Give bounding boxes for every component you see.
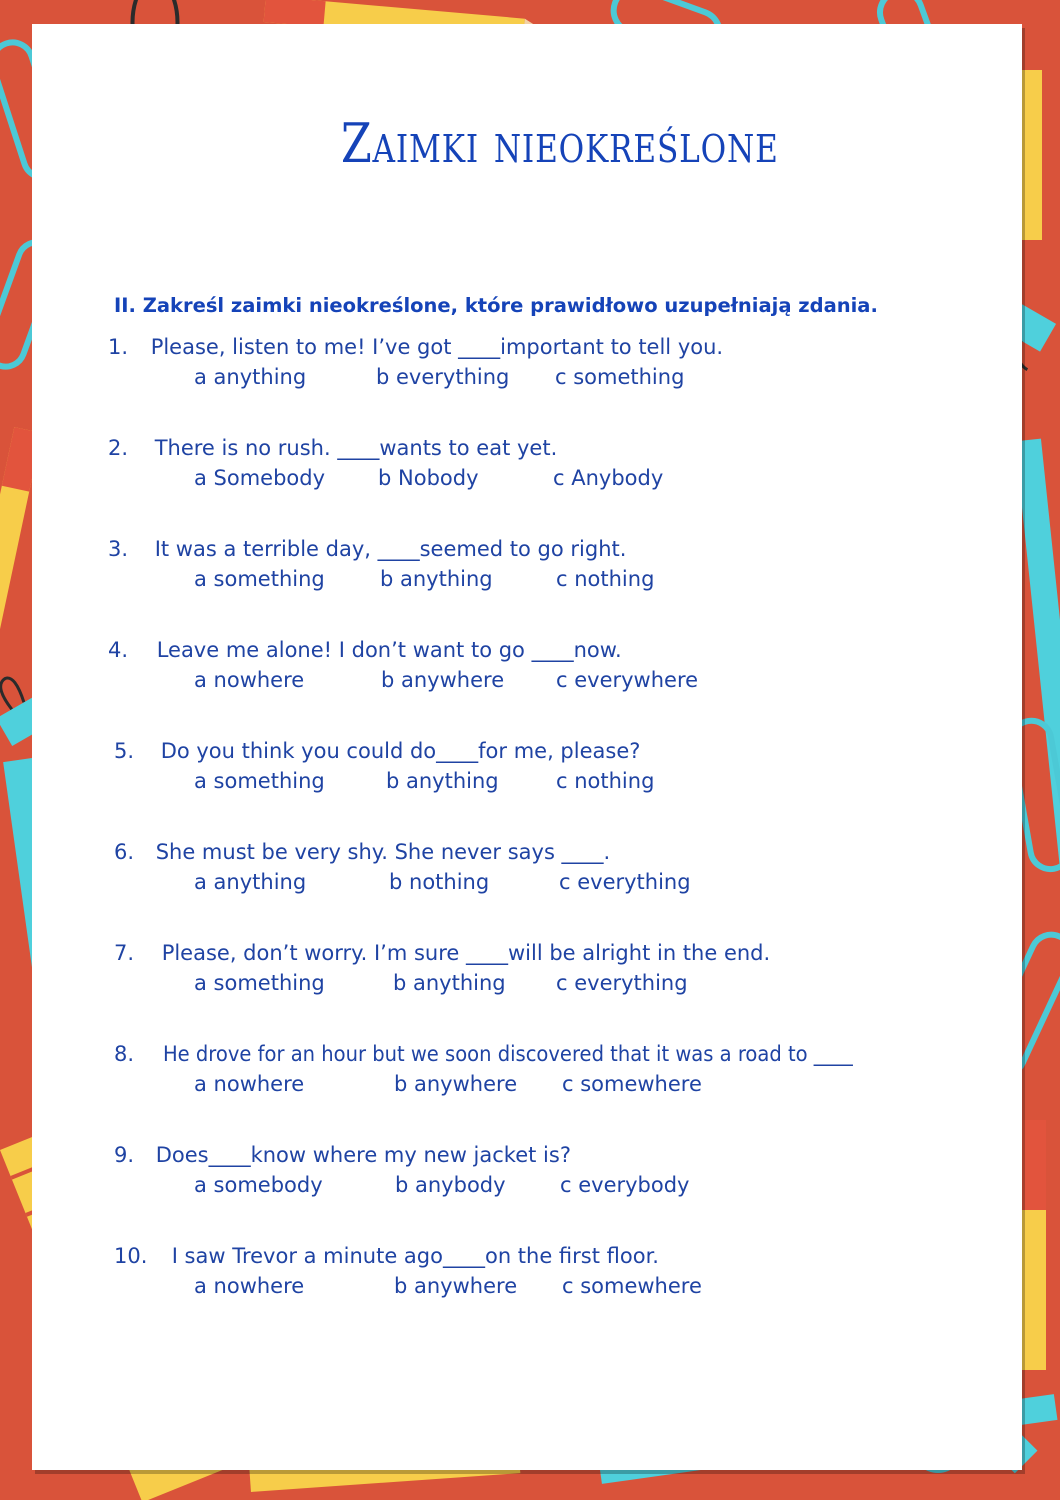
question-9: [114, 1143, 690, 1205]
question-3: [108, 537, 655, 599]
answer-options: [114, 971, 770, 1003]
question-number: 7.: [114, 941, 135, 965]
option-b[interactable]: b anybody: [395, 1173, 506, 1197]
option-a[interactable]: a Somebody: [194, 466, 326, 490]
option-c[interactable]: c Anybody: [553, 466, 664, 490]
answer-options: [108, 567, 655, 599]
question-sentence: Please, listen to me! I’ve got ____important to tell you.: [150, 335, 724, 359]
option-c[interactable]: c somewhere: [562, 1274, 702, 1298]
question-8: [114, 1042, 904, 1104]
question-2: [108, 436, 664, 498]
question-number: 5.: [114, 739, 135, 763]
option-a[interactable]: a somebody: [194, 1173, 323, 1197]
option-a[interactable]: a something: [194, 971, 325, 995]
question-sentence: It was a terrible day, ____seemed to go right.: [154, 537, 627, 561]
question-number: 9.: [114, 1143, 135, 1167]
question-sentence: He drove for an hour but we soon discovered that it was a road to ____: [162, 1042, 853, 1066]
question-number: 6.: [114, 840, 135, 864]
question-number: 8.: [114, 1042, 135, 1066]
answer-options: [108, 466, 664, 498]
question-number: 3.: [108, 537, 129, 561]
question-number: 4.: [108, 638, 129, 662]
question-number: 2.: [108, 436, 129, 460]
answer-options: [114, 1274, 702, 1306]
answer-options: [114, 870, 691, 902]
option-a[interactable]: a something: [194, 567, 325, 591]
option-a[interactable]: a nowhere: [194, 1274, 305, 1298]
option-c[interactable]: c nothing: [556, 567, 655, 591]
question-number: 1.: [108, 335, 129, 359]
question-4: [108, 638, 699, 700]
option-b[interactable]: b anywhere: [394, 1274, 518, 1298]
question-sentence: She must be very shy. She never says ____.: [155, 840, 611, 864]
question-5: [114, 739, 655, 801]
option-b[interactable]: b anything: [380, 567, 493, 591]
question-sentence: I saw Trevor a minute ago____on the first floor.: [171, 1244, 659, 1268]
question-6: [114, 840, 691, 902]
option-b[interactable]: b everything: [376, 365, 510, 389]
option-a[interactable]: a nowhere: [194, 668, 305, 692]
worksheet-paper: [32, 24, 1022, 1470]
instruction: II. Zakreśl zaimki nieokreślone, które prawidłowo uzupełniają zdania.: [114, 294, 878, 317]
question-sentence: Does____know where my new jacket is?: [155, 1143, 571, 1167]
pencil-icon: [1020, 1120, 1046, 1210]
option-c[interactable]: c everything: [556, 971, 688, 995]
option-c[interactable]: c everybody: [560, 1173, 690, 1197]
question-1: [108, 335, 723, 397]
option-a[interactable]: a anything: [194, 365, 307, 389]
option-b[interactable]: b anything: [386, 769, 499, 793]
option-b[interactable]: b Nobody: [378, 466, 479, 490]
option-a[interactable]: a anything: [194, 870, 307, 894]
question-sentence: Please, don’t worry. I’m sure ____will be alright in the end.: [161, 941, 771, 965]
answer-options: [108, 668, 699, 700]
answer-options: [108, 365, 723, 397]
option-b[interactable]: b nothing: [389, 870, 490, 894]
answer-options: [114, 1173, 690, 1205]
question-sentence: Leave me alone! I don’t want to go ____now.: [156, 638, 622, 662]
question-sentence: There is no rush. ____wants to eat yet.: [154, 436, 558, 460]
question-sentence: Do you think you could do____for me, please?: [160, 739, 641, 763]
option-c[interactable]: c everything: [559, 870, 691, 894]
option-c[interactable]: c something: [555, 365, 685, 389]
option-b[interactable]: b anywhere: [394, 1072, 518, 1096]
option-c[interactable]: c somewhere: [562, 1072, 702, 1096]
page-title: Zaimki nieokreślone: [340, 112, 779, 175]
option-a[interactable]: a nowhere: [194, 1072, 305, 1096]
question-number: 10.: [114, 1244, 148, 1268]
answer-options: [114, 1072, 904, 1104]
question-7: [114, 941, 770, 1003]
option-c[interactable]: c nothing: [556, 769, 655, 793]
option-c[interactable]: c everywhere: [556, 668, 699, 692]
option-b[interactable]: b anywhere: [381, 668, 505, 692]
answer-options: [114, 769, 655, 801]
option-a[interactable]: a something: [194, 769, 325, 793]
question-10: [114, 1244, 702, 1306]
option-b[interactable]: b anything: [393, 971, 506, 995]
